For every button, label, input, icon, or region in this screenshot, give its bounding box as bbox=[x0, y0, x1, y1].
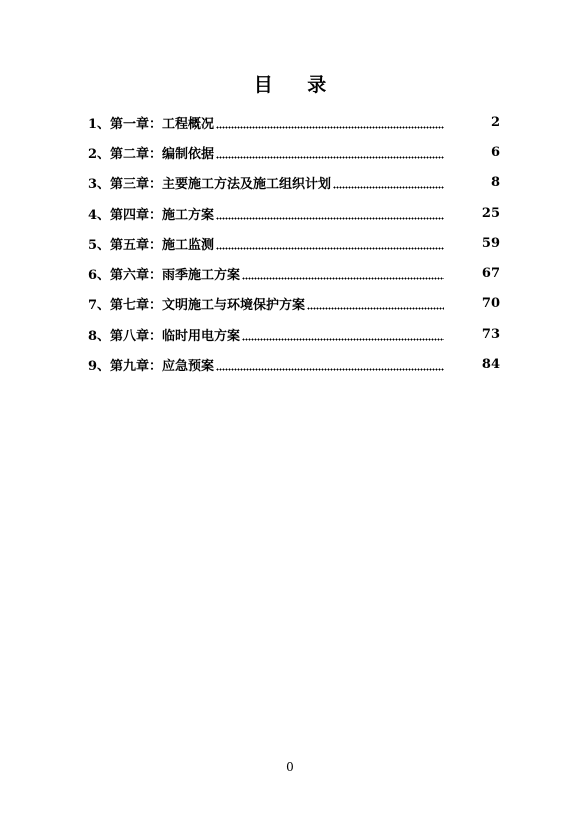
toc-entry-3[interactable] bbox=[88, 168, 500, 198]
toc-entry-7[interactable] bbox=[88, 289, 500, 319]
toc-entry-label: 3、第三章：主要施工方法及施工组织计划 bbox=[88, 177, 332, 193]
toc-dot-leader bbox=[242, 267, 444, 280]
toc-dot-leader bbox=[216, 116, 444, 129]
toc-entry-6[interactable] bbox=[88, 258, 500, 288]
toc-entry-label: 6、第六章：雨季施工方案 bbox=[88, 268, 241, 284]
toc-title: 目 录 bbox=[253, 74, 341, 96]
toc-entry-page: 6 bbox=[490, 144, 500, 160]
toc-entry-label: 5、第五章：施工监测 bbox=[88, 237, 215, 253]
toc-entry-9[interactable] bbox=[88, 349, 500, 379]
toc-entry-page: 70 bbox=[481, 296, 500, 312]
toc-entry-page: 2 bbox=[490, 114, 500, 130]
toc-entry-page: 67 bbox=[481, 266, 500, 282]
toc-entry-label: 4、第四章：施工方案 bbox=[88, 207, 215, 223]
toc-entry-label: 2、第二章：编制依据 bbox=[88, 146, 215, 162]
toc-dot-leader bbox=[216, 146, 444, 159]
toc-dot-leader bbox=[242, 328, 444, 341]
toc-dot-leader bbox=[216, 207, 444, 220]
toc-entry-4[interactable] bbox=[88, 198, 500, 228]
toc-dot-leader bbox=[216, 237, 444, 250]
toc-entry-label: 7、第七章：文明施工与环境保护方案 bbox=[88, 298, 306, 314]
toc-entry-label: 8、第八章：临时用电方案 bbox=[88, 328, 241, 344]
toc-entry-page: 25 bbox=[481, 205, 500, 221]
toc-list bbox=[88, 107, 500, 380]
toc-entry-8[interactable] bbox=[88, 319, 500, 349]
toc-entry-2[interactable] bbox=[88, 137, 500, 167]
toc-dot-leader bbox=[216, 358, 444, 371]
page-number: 0 bbox=[286, 760, 294, 774]
toc-entry-page: 73 bbox=[481, 326, 500, 342]
toc-entry-page: 59 bbox=[481, 235, 500, 251]
toc-entry-label: 9、第九章：应急预案 bbox=[88, 359, 215, 375]
toc-entry-page: 84 bbox=[481, 357, 500, 373]
toc-entry-1[interactable] bbox=[88, 107, 500, 137]
toc-dot-leader bbox=[333, 176, 444, 189]
toc-entry-page: 8 bbox=[490, 175, 500, 191]
toc-entry-label: 1、第一章：工程概况 bbox=[88, 116, 215, 132]
toc-entry-5[interactable] bbox=[88, 228, 500, 258]
toc-dot-leader bbox=[307, 297, 444, 310]
